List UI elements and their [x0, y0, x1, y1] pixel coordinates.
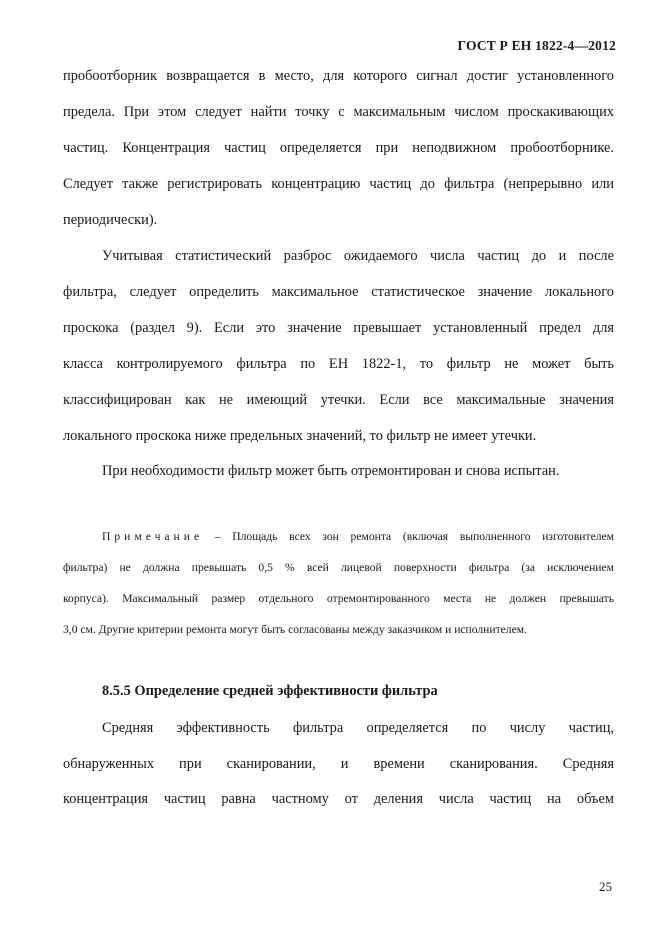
note-line: 3,0 см. Другие критерии ремонта могут быть согласованы между заказчиком и исполнителем. [63, 623, 527, 636]
section-heading: 8.5.5 Определение средней эффективности фильтра [102, 683, 438, 699]
paragraph-line: фильтра, следует определить максимальное статистическое значение локального [63, 284, 614, 300]
paragraph-line: периодически). [63, 212, 158, 228]
note-line [102, 530, 614, 543]
note-line: корпуса). Максимальный размер отдельного отремонтированного места не должен превышать [63, 592, 614, 605]
paragraph-line: Средняя эффективность фильтра определяется по числу частиц, [102, 720, 614, 736]
paragraph-line: частиц. Концентрация частиц определяется при неподвижном пробоотборнике. [63, 140, 614, 156]
paragraph-line: предела. При этом следует найти точку с максимальным числом проскакивающих [63, 104, 614, 120]
paragraph-line: Учитывая статистический разброс ожидаемого числа частиц до и после [102, 248, 614, 264]
paragraph-line: пробоотборник возвращается в место, для которого сигнал достиг установленного [63, 68, 614, 84]
paragraph-line: При необходимости фильтр может быть отремонтирован и снова испытан. [102, 463, 560, 479]
paragraph-line: Следует также регистрировать концентрацию частиц до фильтра (непрерывно или [63, 176, 614, 192]
document-header: ГОСТ Р ЕН 1822-4—2012 [457, 38, 616, 53]
note-text: – Площадь всех зон ремонта (включая выполненного изготовителем [203, 530, 614, 543]
note-line: фильтра) не должна превышать 0,5 % всей лицевой поверхности фильтра (за исключением [63, 561, 614, 574]
paragraph-line: обнаруженных при сканировании, и времени сканирования. Средняя [63, 756, 614, 772]
note-label: Примечание [102, 530, 204, 543]
paragraph-line: локального проскока ниже предельных значений, то фильтр не имеет утечки. [63, 428, 537, 444]
paragraph-line: проскока (раздел 9). Если это значение превышает установленный предел для [63, 320, 614, 336]
paragraph-line: концентрация частиц равна частному от деления числа частиц на объем [63, 791, 614, 807]
paragraph-line: классифицирован как не имеющий утечки. Если все максимальные значения [63, 392, 614, 408]
page-number: 25 [599, 879, 612, 894]
paragraph-line: класса контролируемого фильтра по ЕН 1822-1, то фильтр не может быть [63, 356, 614, 372]
